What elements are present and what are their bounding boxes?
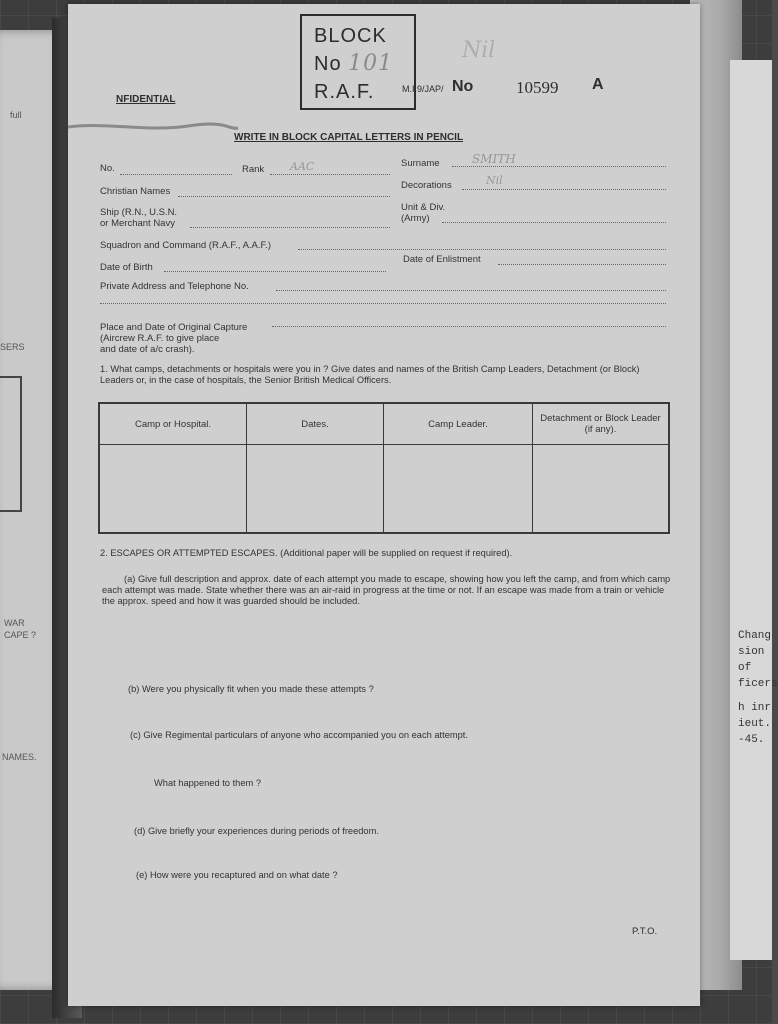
block-raf-stamp: BLOCK No 101 R.A.F. [300, 14, 416, 110]
dates-cell[interactable] [247, 445, 384, 534]
squadron-label: Squadron and Command (R.A.F., A.A.F.) [100, 240, 272, 251]
question-2-title: 2. ESCAPES OR ATTEMPTED ESCAPES. (Additional paper will be supplied on request if required). [100, 548, 513, 558]
typed-text: Chang sion of ficers h inr ieut. -45. [738, 630, 778, 746]
date-of-enlistment-label: Date of Enlistment [403, 254, 481, 265]
left-fragment: NAMES. [2, 752, 37, 762]
tie-string [68, 122, 238, 132]
question-2a: (a) Give full description and approx. date of each attempt you made to escape, showing how you left the camp, and from which camp each attempt was made. State whether there was an air-raid in progress at the time or not. If an escape was made from a train or vehicle the approx. speed and how it was guarded should be included. [102, 574, 671, 606]
question-2c: (c) Give Regimental particulars of anyone who accompanied you on each attempt. [130, 730, 468, 740]
form-page [68, 4, 700, 1006]
date-of-birth-label: Date of Birth [100, 262, 153, 273]
block-number: 101 [348, 51, 394, 76]
question-2b: (b) Were you physically fit when you made these attempts ? [128, 684, 374, 694]
reference-suffix: A [592, 76, 604, 93]
question-1: 1. What camps, detachments or hospitals were you in ? Give dates and names of the British Camp Leaders, Detachment (or Block) Leaders or, in the case of hospitals, the Senior British Medical Officers. [100, 364, 640, 385]
capture-label-3: and date of a/c crash). [100, 344, 195, 355]
camp-cell[interactable] [99, 445, 247, 534]
question-2e: (e) How were you recaptured and on what date ? [136, 870, 338, 880]
left-fragment: SERS [0, 342, 25, 352]
form-instruction: WRITE IN BLOCK CAPITAL LETTERS IN PENCIL [234, 132, 464, 143]
reference-number: 10599 [516, 78, 559, 97]
ship-label: Ship (R.N., U.S.N. [100, 207, 178, 218]
camps-table [98, 402, 670, 534]
table-row [99, 445, 669, 534]
christian-names-field[interactable] [178, 196, 390, 197]
decorations-label: Decorations [401, 180, 452, 191]
capture-field[interactable] [272, 326, 666, 327]
christian-names-label: Christian Names [100, 186, 171, 197]
capture-label-2: (Aircrew R.A.F. to give place [100, 333, 220, 344]
date-of-enlistment-field[interactable] [498, 264, 666, 265]
unit-label: Unit & Div. [401, 202, 446, 213]
column-camp-leader: Camp Leader. [384, 403, 533, 445]
unit-label-2: (Army) [401, 213, 430, 224]
right-sheet [730, 60, 778, 960]
left-fragment: CAPE ? [4, 630, 37, 640]
column-detachment-leader: Detachment or Block Leader (if any). [533, 403, 670, 445]
surname-field[interactable] [452, 166, 666, 167]
camp-leader-cell[interactable] [384, 445, 533, 534]
ship-label-2: or Merchant Navy [100, 218, 175, 229]
private-address-label: Private Address and Telephone No. [100, 281, 249, 292]
private-address-field-2[interactable] [100, 303, 666, 304]
decorations-value: Nil [486, 174, 503, 187]
classification-label: NFIDENTIAL [116, 94, 176, 105]
decorations-field[interactable] [462, 189, 666, 190]
stamp-annotation: Nil [462, 38, 496, 63]
left-fragment: full [10, 110, 22, 120]
no-field[interactable] [120, 174, 232, 175]
ship-field[interactable] [190, 227, 390, 228]
column-camp-or-hospital: Camp or Hospital. [99, 403, 247, 445]
detachment-leader-cell[interactable] [533, 445, 670, 534]
unit-field[interactable] [442, 222, 666, 223]
rank-label: Rank [242, 164, 265, 175]
question-2c-followup: What happened to them ? [154, 778, 261, 788]
pto-label: P.T.O. [632, 926, 658, 937]
reference-no-label: No [452, 78, 474, 95]
rank-value: AAC [290, 160, 315, 173]
squadron-field[interactable] [298, 249, 666, 250]
surname-value: SMITH [472, 152, 516, 166]
left-fragment: WAR [4, 618, 25, 628]
column-dates: Dates. [247, 403, 384, 445]
date-of-birth-field[interactable] [164, 271, 386, 272]
private-address-field[interactable] [276, 290, 666, 291]
question-2d: (d) Give briefly your experiences during periods of freedom. [134, 826, 379, 836]
rank-field[interactable] [270, 174, 390, 175]
no-label: No. [100, 163, 115, 174]
reference-prefix: M.I 9/JAP/ [402, 84, 444, 94]
left-page-box [0, 376, 22, 512]
capture-label: Place and Date of Original Capture [100, 322, 248, 333]
surname-label: Surname [401, 158, 440, 169]
